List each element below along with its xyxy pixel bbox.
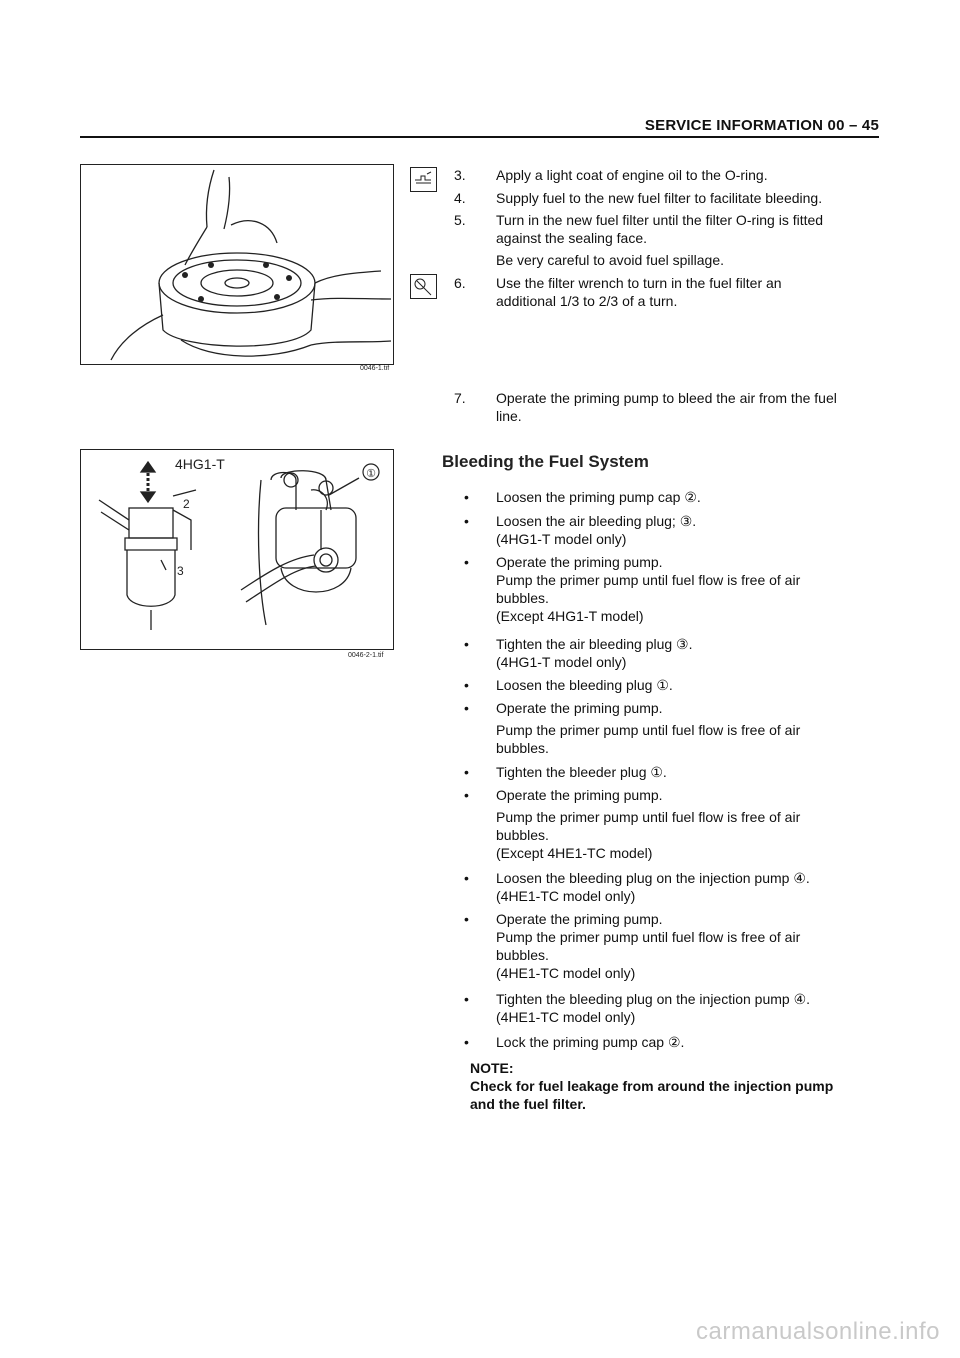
figure-bleeding-plugs [80,449,394,650]
wrench-tool-icon [410,274,437,299]
oil-can-icon [410,167,437,192]
callout-1: ① [366,468,376,480]
header-rule [80,136,879,138]
note-text: NOTE: Check for fuel leakage from around the injection pump and the fuel filter. [470,1060,834,1112]
callout-3: 3 [177,564,184,578]
callout-2: 2 [183,497,190,511]
watermark: carmanualsonline.info [696,1318,940,1345]
fuel-filter-hands-illustration [81,165,393,364]
figure-1-caption: 0046-1.tif [360,365,390,372]
page-header: SERVICE INFORMATION 00 – 45 [644,117,879,134]
figure-fuel-filter-hands [80,164,394,365]
bleeding-plugs-illustration [81,450,393,649]
figure-2-caption: 0046-2-1.tif [348,652,384,659]
section-title: Bleeding the Fuel System [442,452,649,471]
figure-model-label: 4HG1-T [175,456,225,472]
